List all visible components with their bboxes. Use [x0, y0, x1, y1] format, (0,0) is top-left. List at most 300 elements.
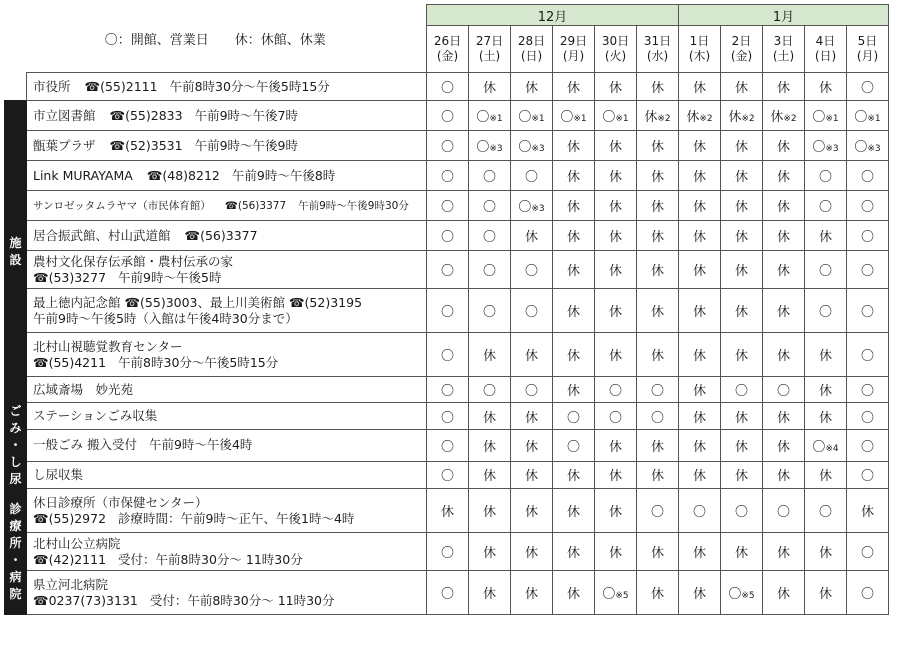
footnote-marker: ※2	[783, 114, 797, 124]
month-header-dec: 12月	[427, 5, 679, 26]
day-weekday: (土)	[478, 49, 501, 63]
status-cell	[637, 289, 679, 333]
status-closed: 休	[692, 305, 706, 320]
status-closed: 休	[734, 170, 748, 185]
status-closed: 休	[650, 170, 664, 185]
status-closed: 休	[692, 587, 706, 602]
category-char: 診	[9, 501, 22, 516]
status-cell	[427, 377, 469, 403]
status-cell	[469, 377, 511, 403]
status-open: 〇	[650, 505, 664, 520]
status-cell	[679, 191, 721, 221]
facility-row	[5, 571, 889, 615]
status-closed: 休	[650, 439, 664, 455]
status-open: 〇※3	[518, 140, 545, 155]
status-cell	[679, 571, 721, 615]
status-cell	[427, 251, 469, 289]
facility-line	[33, 467, 420, 483]
day-header	[637, 26, 679, 73]
status-open: 〇	[440, 469, 454, 485]
facility-line	[33, 311, 420, 327]
footnote-marker: ※3	[531, 144, 545, 154]
day-header	[469, 26, 511, 73]
status-cell	[847, 191, 889, 221]
status-cell	[637, 461, 679, 488]
status-cell	[511, 161, 553, 191]
status-cell	[595, 430, 637, 461]
facility-info	[27, 191, 427, 221]
status-cell	[679, 377, 721, 403]
status-closed: 休	[734, 200, 748, 215]
facility-info	[27, 377, 427, 403]
status-cell	[637, 221, 679, 251]
category-char: ・	[9, 552, 22, 567]
status-closed: 休	[692, 230, 706, 245]
status-closed: 休	[776, 140, 790, 155]
facility-row	[5, 289, 889, 333]
status-closed: 休	[650, 264, 664, 279]
facility-info	[27, 461, 427, 488]
status-cell	[847, 289, 889, 333]
status-open: 〇※3	[812, 140, 839, 155]
status-cell	[805, 333, 847, 377]
status-open: 〇	[860, 230, 874, 245]
facility-line	[33, 408, 420, 424]
status-open: 〇	[692, 505, 706, 520]
facility-line	[33, 511, 420, 527]
day-weekday: (金)	[730, 49, 753, 63]
status-cell	[679, 161, 721, 191]
blank-cell	[5, 73, 27, 101]
status-open: 〇	[524, 305, 538, 320]
category-char: 所	[9, 535, 22, 550]
facility-row	[5, 251, 889, 289]
day-header	[805, 26, 847, 73]
facility-name: 最上徳内記念館 ☎(55)3003、最上川美術館 ☎(52)3195	[33, 294, 363, 310]
day-header	[721, 26, 763, 73]
status-cell	[511, 73, 553, 101]
status-closed: 休	[566, 505, 580, 520]
status-cell	[469, 73, 511, 101]
facility-hours: 午前9時～午後9時	[194, 137, 298, 153]
status-open: 〇	[482, 305, 496, 320]
facility-phone: ☎(55)2833	[109, 107, 183, 123]
facility-line	[33, 577, 420, 593]
status-cell	[721, 533, 763, 571]
status-cell	[763, 533, 805, 571]
status-cell	[637, 101, 679, 131]
footnote-marker: ※3	[867, 144, 881, 154]
facility-row	[5, 131, 889, 161]
status-closed: 休	[734, 349, 748, 364]
status-closed: 休	[734, 230, 748, 245]
status-cell	[637, 333, 679, 377]
status-closed: 休	[608, 230, 622, 245]
day-date: 26日	[433, 34, 462, 48]
status-cell	[595, 333, 637, 377]
day-weekday: (月)	[856, 49, 879, 63]
status-closed: 休	[776, 81, 790, 96]
facility-row	[5, 430, 889, 461]
status-cell	[763, 377, 805, 403]
facility-hours: 午前8時30分～午後5時15分	[169, 78, 330, 94]
facility-line	[33, 79, 420, 95]
facility-line	[33, 295, 420, 311]
status-cell	[469, 403, 511, 430]
status-cell	[805, 131, 847, 161]
status-cell	[679, 461, 721, 488]
status-open: 〇	[860, 170, 874, 185]
status-open: 〇	[608, 410, 622, 426]
facility-row	[5, 333, 889, 377]
status-closed: 休	[818, 546, 832, 561]
status-closed: 休	[692, 546, 706, 561]
status-cell	[427, 221, 469, 251]
facility-info	[27, 571, 427, 615]
status-closed: 休	[818, 230, 832, 245]
status-cell	[763, 461, 805, 488]
status-cell	[595, 161, 637, 191]
status-open: 〇	[860, 200, 874, 215]
category-char: み	[9, 421, 22, 435]
status-cell	[469, 461, 511, 488]
status-cell	[805, 403, 847, 430]
status-closed: 休	[692, 140, 706, 155]
status-cell	[805, 251, 847, 289]
status-open: 〇	[440, 587, 454, 602]
status-cell	[553, 161, 595, 191]
status-closed: 休	[776, 439, 790, 455]
status-closed: 休	[608, 439, 622, 455]
status-open: 〇	[776, 505, 790, 520]
day-date: 31日	[643, 34, 672, 48]
status-open: 〇※1	[854, 110, 881, 125]
status-cell	[511, 101, 553, 131]
status-closed: 休	[608, 546, 622, 561]
facility-info	[27, 533, 427, 571]
status-closed: 休	[566, 81, 580, 96]
status-open: 〇	[650, 384, 664, 399]
facility-hours: 午前9時～午後9時30分	[298, 199, 409, 212]
day-date: 2日	[731, 34, 752, 48]
facility-hours: 午前9時～午後7時	[194, 107, 298, 123]
facility-line	[33, 270, 420, 286]
facility-line	[33, 168, 420, 184]
status-cell	[637, 571, 679, 615]
facility-line	[33, 536, 420, 552]
status-cell	[427, 101, 469, 131]
status-cell	[427, 489, 469, 533]
status-closed: 休	[566, 384, 580, 399]
status-closed: 休	[482, 469, 496, 485]
facility-name: 市役所	[33, 78, 71, 94]
status-cell	[511, 251, 553, 289]
status-cell	[511, 333, 553, 377]
facility-info	[27, 131, 427, 161]
facility-phone: ☎(55)2972	[33, 510, 107, 526]
footnote-marker: ※1	[573, 114, 587, 124]
day-date: 27日	[475, 34, 504, 48]
status-open: 〇	[440, 384, 454, 399]
status-cell	[595, 533, 637, 571]
footnote-marker: ※1	[825, 114, 839, 124]
status-cell	[427, 191, 469, 221]
facility-line	[33, 198, 420, 214]
facility-name: 農村文化保存伝承館・農村伝承の家	[33, 253, 234, 269]
status-open: 〇	[482, 170, 496, 185]
facility-name: 一般ごみ 搬入受付	[33, 437, 137, 453]
facility-name: サンロゼッタムラヤマ（市民体育館）	[33, 199, 211, 212]
status-cell	[511, 489, 553, 533]
status-closed: 休	[650, 587, 664, 602]
facility-info	[27, 289, 427, 333]
status-cell	[469, 333, 511, 377]
status-closed: 休	[608, 170, 622, 185]
day-weekday: (水)	[646, 49, 669, 63]
status-open: 〇	[440, 264, 454, 279]
status-closed: 休	[608, 505, 622, 520]
facility-row	[5, 161, 889, 191]
status-closed: 休	[818, 469, 832, 485]
facility-name: ステーションごみ収集	[33, 408, 158, 424]
facility-line	[33, 437, 420, 453]
facility-phone: ☎0237(73)3131	[33, 592, 138, 608]
status-cell	[595, 101, 637, 131]
status-closed: 休	[692, 170, 706, 185]
status-cell	[763, 333, 805, 377]
facility-info	[27, 161, 427, 191]
status-cell	[511, 191, 553, 221]
status-closed: 休	[608, 305, 622, 320]
footnote-marker: ※1	[867, 114, 881, 124]
status-open: 〇	[524, 384, 538, 399]
status-closed: 休	[566, 305, 580, 320]
status-closed: 休	[650, 230, 664, 245]
status-cell	[637, 430, 679, 461]
status-closed: 休	[482, 349, 496, 364]
status-open: 〇	[860, 469, 874, 485]
facility-phone: ☎(56)3377	[224, 199, 287, 212]
status-cell	[553, 489, 595, 533]
status-open: 〇	[860, 384, 874, 399]
status-closed: 休	[692, 349, 706, 364]
day-weekday: (土)	[772, 49, 795, 63]
status-cell	[847, 403, 889, 430]
facility-name: 県立河北病院	[33, 576, 109, 592]
footnote-marker: ※4	[825, 443, 839, 454]
status-closed: 休	[566, 469, 580, 485]
footnote-marker: ※2	[657, 114, 671, 124]
status-closed: 休	[608, 469, 622, 485]
status-open: 〇※1	[518, 110, 545, 125]
status-cell	[553, 73, 595, 101]
status-cell	[721, 131, 763, 161]
status-cell	[721, 289, 763, 333]
status-cell	[553, 333, 595, 377]
facility-info	[27, 101, 427, 131]
status-closed: 休	[566, 170, 580, 185]
facility-name: 市立図書館	[33, 107, 96, 123]
status-open: 〇	[860, 546, 874, 561]
facility-row	[5, 377, 889, 403]
facility-name: 居合振武館、村山武道館	[33, 227, 171, 243]
status-closed: 休	[566, 349, 580, 364]
status-closed: 休	[734, 546, 748, 561]
status-closed: 休※2	[686, 110, 713, 125]
status-cell	[847, 333, 889, 377]
facility-row	[5, 461, 889, 488]
status-cell	[511, 430, 553, 461]
status-open: 〇	[482, 384, 496, 399]
status-cell	[595, 489, 637, 533]
status-cell	[469, 221, 511, 251]
status-cell	[847, 251, 889, 289]
status-open: 〇	[440, 230, 454, 245]
status-cell	[469, 430, 511, 461]
status-cell	[847, 73, 889, 101]
status-closed: 休	[818, 384, 832, 399]
status-cell	[721, 333, 763, 377]
status-closed: 休	[650, 81, 664, 96]
day-header	[679, 26, 721, 73]
category-label	[5, 101, 27, 403]
category-char: 設	[9, 252, 22, 267]
status-open: 〇	[482, 264, 496, 279]
facility-info	[27, 333, 427, 377]
facility-info	[27, 403, 427, 430]
facility-hours: 午前9時～午後8時	[231, 167, 336, 183]
facility-line	[33, 138, 420, 154]
status-open: 〇	[440, 439, 454, 455]
status-closed: 休	[566, 200, 580, 215]
status-cell	[595, 571, 637, 615]
status-closed: 休	[566, 230, 580, 245]
status-closed: 休	[776, 170, 790, 185]
status-cell	[553, 221, 595, 251]
status-cell	[721, 430, 763, 461]
status-closed: 休	[482, 546, 496, 561]
status-open: 〇※1	[602, 110, 629, 125]
day-date: 1日	[689, 34, 710, 48]
status-cell	[763, 191, 805, 221]
status-cell	[763, 430, 805, 461]
facility-hours: 受付：午前8時30分～ 11時30分	[118, 551, 303, 567]
status-closed: 休	[818, 587, 832, 602]
facility-phone: ☎(55)4211	[33, 354, 107, 370]
status-closed: 休	[734, 140, 748, 155]
status-cell	[595, 221, 637, 251]
facility-line	[33, 593, 420, 609]
status-open: 〇	[440, 140, 454, 155]
status-closed: 休	[524, 349, 538, 364]
status-open: 〇	[440, 81, 454, 96]
facility-line	[33, 108, 420, 124]
status-cell	[553, 461, 595, 488]
status-closed: 休	[776, 349, 790, 364]
status-cell	[469, 533, 511, 571]
facility-info	[27, 489, 427, 533]
status-cell	[721, 221, 763, 251]
facility-phone: ☎(55)2111	[84, 78, 158, 94]
footnote-marker: ※5	[615, 591, 629, 601]
day-date: 4日	[815, 34, 836, 48]
status-closed: 休	[818, 349, 832, 364]
status-closed: 休	[734, 469, 748, 485]
status-cell	[763, 131, 805, 161]
day-header	[763, 26, 805, 73]
status-open: 〇	[650, 410, 664, 426]
status-cell	[847, 161, 889, 191]
status-closed: 休	[734, 264, 748, 279]
facility-row	[5, 73, 889, 101]
facility-line	[33, 228, 420, 244]
status-cell	[721, 377, 763, 403]
status-cell	[805, 73, 847, 101]
status-open: 〇	[734, 505, 748, 520]
status-cell	[679, 333, 721, 377]
holiday-schedule-table	[4, 4, 889, 615]
status-closed: 休	[734, 439, 748, 455]
category-label	[5, 489, 27, 615]
status-closed: 休	[692, 439, 706, 455]
status-cell	[427, 131, 469, 161]
status-cell	[679, 101, 721, 131]
category-char: 尿	[9, 472, 22, 486]
status-closed: 休	[692, 200, 706, 215]
status-cell	[637, 533, 679, 571]
status-closed: 休	[524, 587, 538, 602]
status-closed: 休	[776, 305, 790, 320]
status-cell	[427, 533, 469, 571]
day-weekday: (日)	[814, 49, 837, 63]
status-closed: 休	[482, 505, 496, 520]
footnote-marker: ※3	[489, 144, 503, 154]
status-open: 〇	[860, 587, 874, 602]
facility-hours: 午前9時～午後4時	[148, 437, 253, 453]
status-closed: 休	[482, 81, 496, 96]
status-cell	[637, 191, 679, 221]
facility-phone: ☎(42)2111	[33, 551, 107, 567]
status-cell	[469, 289, 511, 333]
status-closed: 休	[566, 264, 580, 279]
status-open: 〇	[608, 384, 622, 399]
category-char: 施	[9, 235, 22, 250]
status-closed: 休	[818, 81, 832, 96]
status-cell	[679, 131, 721, 161]
status-cell	[721, 161, 763, 191]
status-cell	[847, 571, 889, 615]
status-cell	[427, 333, 469, 377]
status-cell	[721, 191, 763, 221]
status-cell	[427, 73, 469, 101]
facility-line	[33, 495, 420, 511]
status-closed: 休	[692, 384, 706, 399]
status-open: 〇※5	[728, 587, 755, 602]
status-cell	[553, 430, 595, 461]
status-closed: 休	[524, 439, 538, 455]
status-open: 〇	[440, 200, 454, 215]
status-cell	[553, 289, 595, 333]
facility-row	[5, 101, 889, 131]
status-cell	[469, 131, 511, 161]
status-cell	[805, 571, 847, 615]
status-open: 〇	[860, 349, 874, 364]
status-cell	[721, 101, 763, 131]
status-closed: 休	[692, 81, 706, 96]
status-closed: 休	[776, 587, 790, 602]
day-date: 5日	[857, 34, 878, 48]
status-cell	[763, 251, 805, 289]
